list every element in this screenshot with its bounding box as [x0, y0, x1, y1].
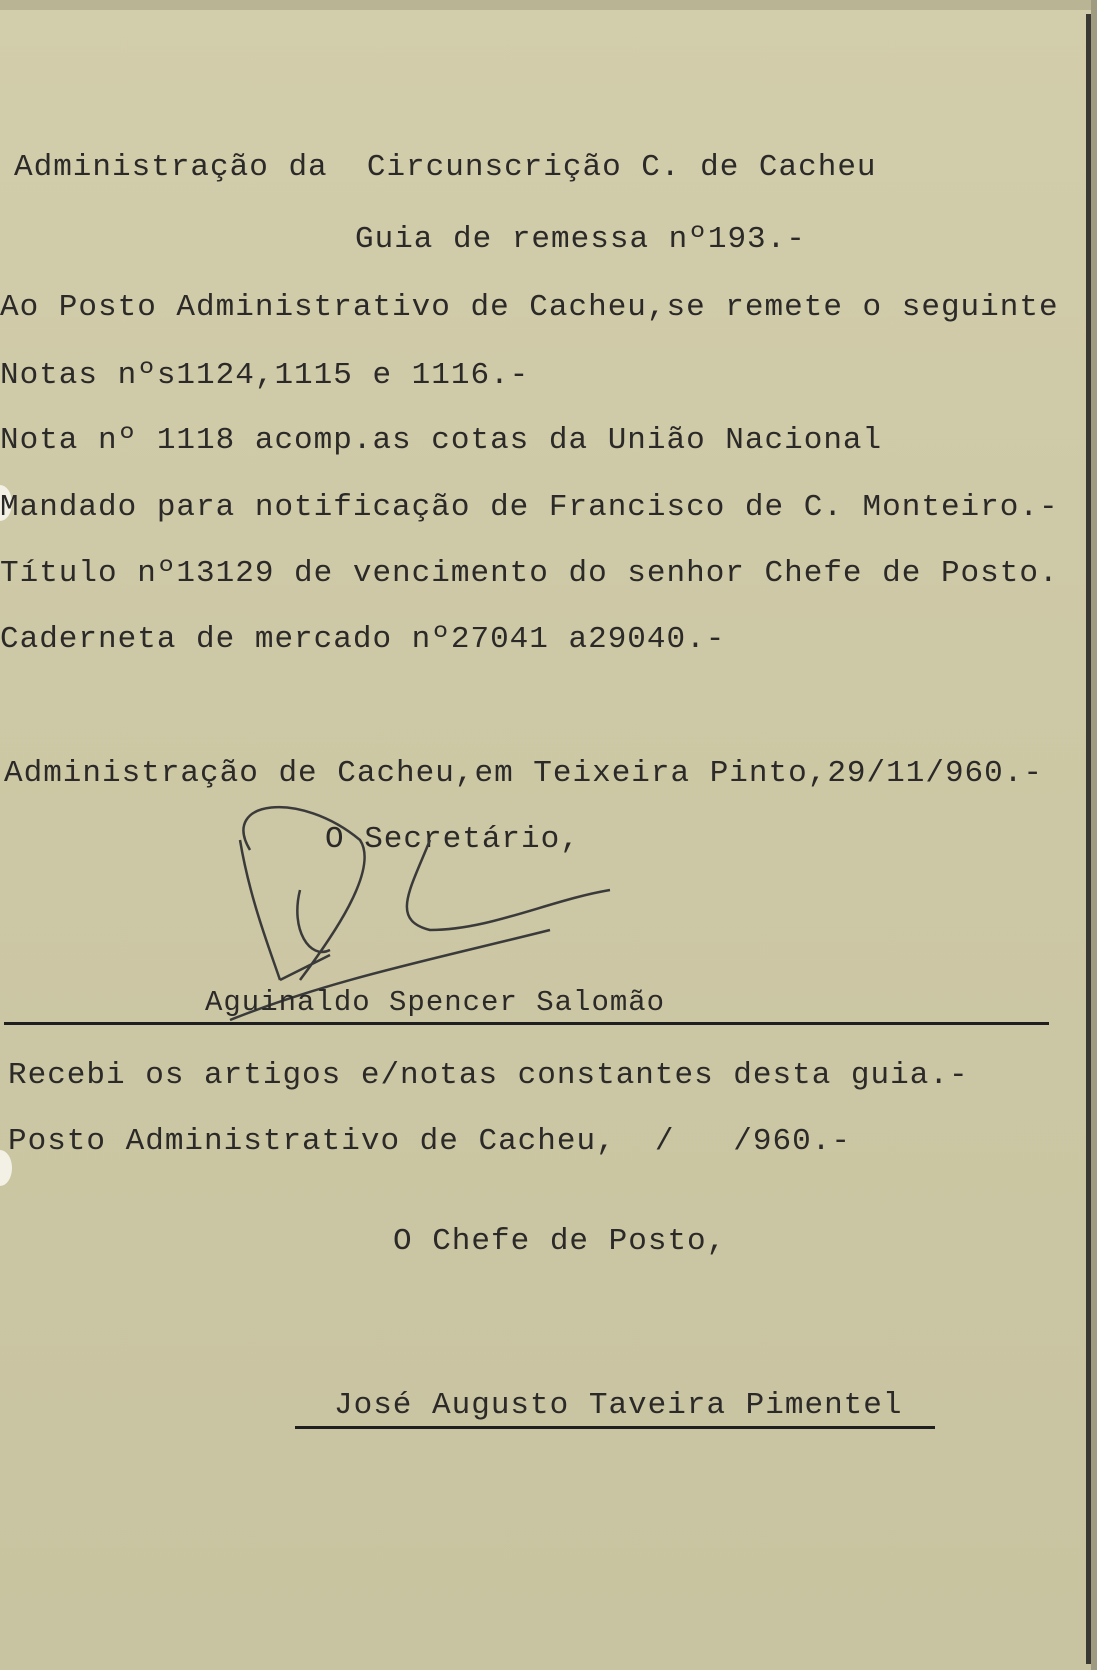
list-item: Mandado para notificação de Francisco de C. Monteiro.-: [0, 490, 1059, 525]
place-date-line: Administração de Cacheu,em Teixeira Pinto,29/11/960.-: [4, 756, 1043, 791]
receipt-text: Recebi os artigos e/notas constantes desta guia.-: [8, 1058, 969, 1093]
list-item: Caderneta de mercado nº27041 a29040.-: [0, 622, 726, 657]
list-item: Título nº13129 de vencimento do senhor Chefe de Posto.: [0, 556, 1059, 591]
document-subtitle: Guia de remessa nº193.-: [355, 222, 806, 257]
intro-line: Ao Posto Administrativo de Cacheu,se remete o seguinte: [0, 290, 1059, 325]
scan-right-margin: [1091, 0, 1097, 1670]
list-item: Nota nº 1118 acomp.as cotas da União Nacional: [0, 423, 883, 458]
scan-top-shadow: [0, 0, 1097, 10]
receipt-place-line: Posto Administrativo de Cacheu, / /960.-: [8, 1124, 851, 1159]
list-item: Notas nºs1124,1115 e 1116.-: [0, 358, 530, 393]
chief-name: José Augusto Taveira Pimentel: [334, 1388, 903, 1423]
document-header: Administração da Circunscrição C. de Cacheu: [14, 150, 877, 185]
chief-title: O Chefe de Posto,: [393, 1224, 727, 1259]
secretary-name: Aguinaldo Spencer Salomão: [205, 986, 666, 1019]
secretary-signature-rule: [4, 1022, 1049, 1025]
chief-signature-rule: [295, 1426, 935, 1429]
secretary-title: O Secretário,: [325, 822, 580, 857]
